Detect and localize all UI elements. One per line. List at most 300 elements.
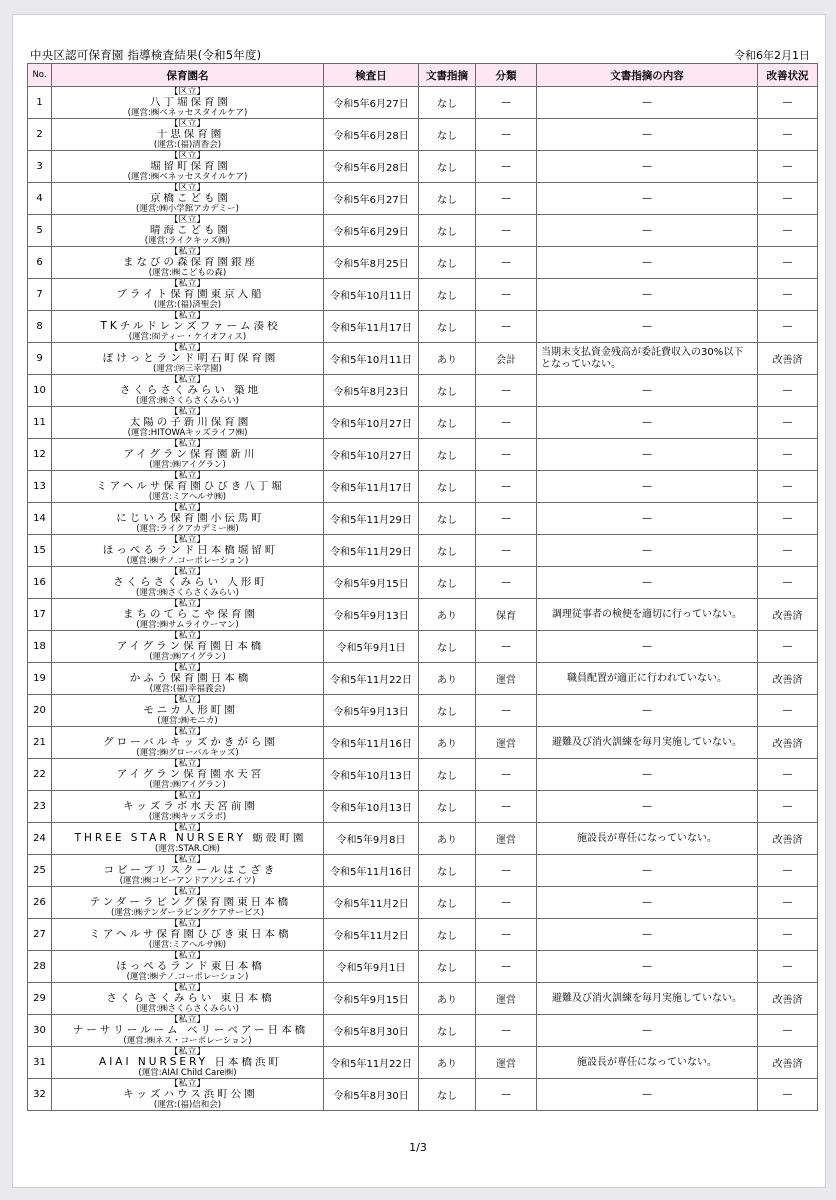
- finding-category: —: [476, 887, 537, 919]
- nursery-type: 【私立】: [169, 599, 206, 609]
- nursery-type: 【私立】: [169, 471, 206, 481]
- table-row: [28, 1015, 818, 1047]
- finding-flag: なし: [419, 503, 476, 535]
- inspection-date: 令和5年11月16日: [324, 855, 419, 887]
- nursery-type: 【私立】: [169, 535, 206, 545]
- nursery-name-cell: [52, 87, 324, 119]
- nursery-type: 【私立】: [169, 375, 206, 385]
- nursery-type: 【私立】: [169, 279, 206, 289]
- nursery-type: 【私立】: [169, 823, 206, 833]
- finding-content: —: [537, 631, 758, 663]
- finding-content: 施設長が専任になっていない。: [537, 1047, 758, 1079]
- finding-category: —: [476, 183, 537, 215]
- page-number: 1/3: [409, 1141, 427, 1154]
- nursery-operator: (運営:ライクアカデミー㈱): [136, 524, 239, 534]
- finding-content: —: [537, 151, 758, 183]
- finding-category: —: [476, 119, 537, 151]
- inspection-date: 令和5年6月28日: [324, 151, 419, 183]
- nursery-name: 八丁堀保育園: [150, 97, 231, 108]
- improvement-status: 改善済: [758, 983, 818, 1015]
- nursery-name: ぽけっとランド明石町保育園: [102, 353, 279, 364]
- inspection-date: 令和5年9月1日: [324, 951, 419, 983]
- nursery-name: 太陽の子新川保育園: [129, 417, 252, 428]
- nursery-operator: (運営:㈱モニカ): [157, 716, 218, 726]
- row-number: 1: [28, 87, 52, 119]
- improvement-status: 改善済: [758, 343, 818, 375]
- inspection-date: 令和5年10月13日: [324, 759, 419, 791]
- finding-flag: なし: [419, 247, 476, 279]
- finding-content: —: [537, 855, 758, 887]
- finding-content: —: [537, 1079, 758, 1111]
- inspection-date: 令和5年11月16日: [324, 727, 419, 759]
- document-title: 中央区認可保育園 指導検査結果(令和5年度): [30, 48, 262, 62]
- nursery-type: 【私立】: [169, 1079, 206, 1089]
- table-row: [28, 983, 818, 1015]
- row-number: 26: [28, 887, 52, 919]
- table-row: [28, 535, 818, 567]
- finding-flag: なし: [419, 887, 476, 919]
- nursery-name: さくらさくみらい 人形町: [113, 577, 268, 588]
- header-content: 文書指摘の内容: [537, 64, 758, 87]
- header-finding: 文書指摘: [419, 64, 476, 87]
- finding-category: —: [476, 151, 537, 183]
- improvement-status: —: [758, 759, 818, 791]
- row-number: 5: [28, 215, 52, 247]
- row-number: 14: [28, 503, 52, 535]
- table-row: [28, 567, 818, 599]
- header-status: 改善状況: [758, 64, 818, 87]
- inspection-date: 令和5年11月17日: [324, 311, 419, 343]
- nursery-operator: (運営:㈱小学館アカデミー): [136, 204, 239, 214]
- nursery-name: キッズラボ水天宮前園: [123, 801, 258, 812]
- inspection-date: 令和5年11月29日: [324, 535, 419, 567]
- finding-content: —: [537, 439, 758, 471]
- row-number: 10: [28, 375, 52, 407]
- nursery-name: さくらさくみらい 築地: [119, 385, 262, 396]
- finding-flag: なし: [419, 855, 476, 887]
- finding-category: —: [476, 439, 537, 471]
- document-date: 令和6年2月1日: [734, 49, 810, 62]
- finding-category: —: [476, 375, 537, 407]
- improvement-status: 改善済: [758, 599, 818, 631]
- improvement-status: 改善済: [758, 823, 818, 855]
- nursery-operator: (運営:㈱アイグラン): [149, 780, 226, 790]
- finding-category: 運営: [476, 663, 537, 695]
- finding-flag: なし: [419, 183, 476, 215]
- nursery-name: アイグラン保育園水天宮: [116, 769, 265, 780]
- row-number: 22: [28, 759, 52, 791]
- nursery-operator: (運営:ミアヘルサ㈱): [148, 492, 227, 502]
- nursery-type: 【私立】: [169, 727, 206, 737]
- row-number: 4: [28, 183, 52, 215]
- finding-flag: あり: [419, 663, 476, 695]
- nursery-name: ナーサリールーム ベリーベアー日本橋: [72, 1025, 309, 1036]
- table-row: [28, 183, 818, 215]
- inspection-date: 令和5年6月29日: [324, 215, 419, 247]
- nursery-operator: (運営:㈻三幸学園): [153, 364, 222, 374]
- nursery-operator: (運営:ライクキッズ㈱): [144, 236, 231, 246]
- nursery-operator: (運営:㈱テンダーラビングケアサービス): [110, 908, 265, 918]
- row-number: 6: [28, 247, 52, 279]
- finding-category: —: [476, 503, 537, 535]
- finding-flag: なし: [419, 951, 476, 983]
- nursery-name: グローバルキッズかきがら園: [103, 737, 278, 748]
- nursery-name-cell: [52, 919, 324, 951]
- finding-flag: あり: [419, 823, 476, 855]
- finding-flag: なし: [419, 759, 476, 791]
- finding-flag: なし: [419, 1079, 476, 1111]
- row-number: 7: [28, 279, 52, 311]
- nursery-operator: (運営:(福)信和会): [153, 1100, 222, 1110]
- finding-flag: なし: [419, 791, 476, 823]
- finding-category: —: [476, 919, 537, 951]
- finding-content: —: [537, 759, 758, 791]
- finding-content: —: [537, 183, 758, 215]
- table-row: [28, 279, 818, 311]
- finding-flag: なし: [419, 695, 476, 727]
- finding-flag: あり: [419, 599, 476, 631]
- nursery-name-cell: [52, 535, 324, 567]
- table-row: [28, 311, 818, 343]
- nursery-name-cell: [52, 663, 324, 695]
- improvement-status: 改善済: [758, 727, 818, 759]
- finding-category: —: [476, 567, 537, 599]
- header-no: No.: [28, 64, 52, 87]
- nursery-type: 【私立】: [169, 663, 206, 673]
- nursery-name-cell: [52, 343, 324, 375]
- finding-flag: なし: [419, 1015, 476, 1047]
- nursery-type: 【私立】: [169, 247, 206, 257]
- finding-content: —: [537, 407, 758, 439]
- nursery-operator: (運営:㈱さくらさくみらい): [136, 396, 239, 406]
- nursery-name-cell: [52, 951, 324, 983]
- table-header-row: [28, 64, 818, 87]
- nursery-operator: (運営:㈱さくらさくみらい): [136, 588, 239, 598]
- nursery-name-cell: [52, 407, 324, 439]
- finding-content: —: [537, 279, 758, 311]
- table-row: [28, 791, 818, 823]
- nursery-name-cell: [52, 119, 324, 151]
- nursery-name: にじいろ保育園小伝馬町: [116, 513, 265, 524]
- improvement-status: —: [758, 247, 818, 279]
- nursery-type: 【区立】: [169, 87, 206, 97]
- nursery-operator: (運営:㈲ティー・ケイオフィス): [128, 332, 247, 342]
- table-row: [28, 119, 818, 151]
- nursery-type: 【私立】: [169, 759, 206, 769]
- nursery-name-cell: [52, 471, 324, 503]
- nursery-name-cell: [52, 791, 324, 823]
- finding-content: —: [537, 1015, 758, 1047]
- nursery-name: かふう保育園日本橋: [129, 673, 252, 684]
- nursery-name-cell: [52, 599, 324, 631]
- inspection-date: 令和5年11月22日: [324, 1047, 419, 1079]
- row-number: 15: [28, 535, 52, 567]
- nursery-operator: (運営:(福)幸福義会): [149, 684, 226, 694]
- improvement-status: —: [758, 87, 818, 119]
- finding-content: 調理従事者の検便を適切に行っていない。: [537, 599, 758, 631]
- finding-category: —: [476, 279, 537, 311]
- table-row: [28, 343, 818, 375]
- table-row: [28, 1079, 818, 1111]
- nursery-operator: (運営:㈱ベネッセスタイルケア): [127, 172, 248, 182]
- improvement-status: —: [758, 535, 818, 567]
- nursery-operator: (運営:㈱テノ.コーポレーション): [126, 972, 249, 982]
- improvement-status: —: [758, 887, 818, 919]
- improvement-status: —: [758, 119, 818, 151]
- nursery-name: テンダーラビング保育園東日本橋: [89, 897, 292, 908]
- table-row: [28, 759, 818, 791]
- inspection-date: 令和5年11月17日: [324, 471, 419, 503]
- row-number: 28: [28, 951, 52, 983]
- nursery-type: 【私立】: [169, 407, 206, 417]
- improvement-status: —: [758, 279, 818, 311]
- finding-content: —: [537, 503, 758, 535]
- nursery-type: 【区立】: [169, 183, 206, 193]
- nursery-name: モニカ人形町園: [143, 705, 238, 716]
- finding-flag: なし: [419, 151, 476, 183]
- finding-category: —: [476, 791, 537, 823]
- inspection-date: 令和5年10月27日: [324, 439, 419, 471]
- nursery-name: ミアヘルサ保育園ひびき八丁堀: [96, 481, 285, 492]
- table-row: [28, 919, 818, 951]
- finding-flag: なし: [419, 439, 476, 471]
- inspection-date: 令和5年10月13日: [324, 791, 419, 823]
- improvement-status: —: [758, 791, 818, 823]
- improvement-status: —: [758, 311, 818, 343]
- nursery-name-cell: [52, 567, 324, 599]
- finding-category: —: [476, 407, 537, 439]
- nursery-name-cell: [52, 503, 324, 535]
- row-number: 30: [28, 1015, 52, 1047]
- finding-flag: あり: [419, 727, 476, 759]
- nursery-name-cell: [52, 695, 324, 727]
- row-number: 27: [28, 919, 52, 951]
- table-row: [28, 215, 818, 247]
- nursery-name-cell: [52, 855, 324, 887]
- improvement-status: —: [758, 375, 818, 407]
- improvement-status: —: [758, 151, 818, 183]
- nursery-name: 十思保育園: [156, 129, 225, 140]
- finding-category: —: [476, 951, 537, 983]
- nursery-name-cell: [52, 759, 324, 791]
- nursery-name-cell: [52, 631, 324, 663]
- finding-flag: なし: [419, 535, 476, 567]
- finding-category: —: [476, 1015, 537, 1047]
- finding-category: —: [476, 471, 537, 503]
- finding-flag: なし: [419, 87, 476, 119]
- inspection-date: 令和5年10月27日: [324, 407, 419, 439]
- table-row: [28, 887, 818, 919]
- improvement-status: —: [758, 567, 818, 599]
- finding-flag: なし: [419, 407, 476, 439]
- nursery-name-cell: [52, 183, 324, 215]
- nursery-name-cell: [52, 823, 324, 855]
- finding-content: —: [537, 119, 758, 151]
- nursery-operator: (運営:(福)清香会): [153, 140, 222, 150]
- improvement-status: —: [758, 503, 818, 535]
- row-number: 20: [28, 695, 52, 727]
- nursery-type: 【私立】: [169, 439, 206, 449]
- inspection-date: 令和5年9月1日: [324, 631, 419, 663]
- nursery-operator: (運営:HITOWAキッズライフ㈱): [127, 428, 248, 438]
- nursery-name: ほっぺるランド東日本橋: [116, 961, 265, 972]
- finding-content: —: [537, 535, 758, 567]
- row-number: 13: [28, 471, 52, 503]
- nursery-name-cell: [52, 887, 324, 919]
- finding-content: —: [537, 87, 758, 119]
- nursery-operator: (運営:㈱ベネッセスタイルケア): [127, 108, 248, 118]
- inspection-date: 令和5年8月30日: [324, 1015, 419, 1047]
- improvement-status: —: [758, 471, 818, 503]
- finding-content: —: [537, 471, 758, 503]
- finding-flag: なし: [419, 279, 476, 311]
- nursery-type: 【私立】: [169, 855, 206, 865]
- finding-content: 職員配置が適正に行われていない。: [537, 663, 758, 695]
- inspection-date: 令和5年6月27日: [324, 87, 419, 119]
- table-row: [28, 375, 818, 407]
- finding-content: —: [537, 951, 758, 983]
- finding-content: 施設長が専任になっていない。: [537, 823, 758, 855]
- finding-content: —: [537, 311, 758, 343]
- table-row: [28, 471, 818, 503]
- improvement-status: —: [758, 919, 818, 951]
- improvement-status: —: [758, 951, 818, 983]
- finding-category: —: [476, 87, 537, 119]
- row-number: 32: [28, 1079, 52, 1111]
- nursery-name: コビープリスクールはこざき: [103, 865, 278, 876]
- row-number: 18: [28, 631, 52, 663]
- improvement-status: —: [758, 1015, 818, 1047]
- nursery-type: 【私立】: [169, 343, 206, 353]
- inspection-results-table: [27, 63, 818, 1111]
- finding-flag: なし: [419, 919, 476, 951]
- finding-content: 当期末支払資金残高が委託費収入の30%以下となっていない。: [537, 343, 758, 375]
- nursery-operator: (運営:㈱キッズラボ): [148, 812, 227, 822]
- finding-content: 避難及び消火訓練を毎月実施していない。: [537, 727, 758, 759]
- improvement-status: —: [758, 695, 818, 727]
- nursery-name-cell: [52, 727, 324, 759]
- nursery-type: 【私立】: [169, 695, 206, 705]
- finding-flag: なし: [419, 471, 476, 503]
- inspection-date: 令和5年10月11日: [324, 279, 419, 311]
- row-number: 29: [28, 983, 52, 1015]
- nursery-operator: (運営:㈱テノ.コーポレーション): [126, 556, 249, 566]
- finding-content: 避難及び消火訓練を毎月実施していない。: [537, 983, 758, 1015]
- improvement-status: —: [758, 855, 818, 887]
- nursery-name: AIAI NURSERY 日本橋浜町: [99, 1057, 282, 1068]
- finding-category: —: [476, 311, 537, 343]
- improvement-status: 改善済: [758, 663, 818, 695]
- row-number: 12: [28, 439, 52, 471]
- nursery-operator: (運営:STAR.C㈱): [155, 844, 220, 854]
- table-row: [28, 631, 818, 663]
- nursery-operator: (運営:㈱サムライウーマン): [136, 620, 239, 630]
- nursery-name: まちのてらこや保育園: [123, 609, 258, 620]
- nursery-type: 【私立】: [169, 567, 206, 577]
- nursery-operator: (運営:㈱アイグラン): [149, 460, 226, 470]
- table-row: [28, 151, 818, 183]
- nursery-type: 【私立】: [169, 919, 206, 929]
- nursery-operator: (運営:ミアヘルサ㈱): [148, 940, 227, 950]
- finding-category: —: [476, 1079, 537, 1111]
- finding-category: —: [476, 215, 537, 247]
- nursery-type: 【私立】: [169, 887, 206, 897]
- finding-content: —: [537, 247, 758, 279]
- table-row: [28, 247, 818, 279]
- inspection-date: 令和5年6月27日: [324, 183, 419, 215]
- finding-category: 運営: [476, 823, 537, 855]
- row-number: 21: [28, 727, 52, 759]
- finding-content: —: [537, 887, 758, 919]
- nursery-name: TKチルドレンズファーム湊校: [100, 321, 281, 332]
- row-number: 3: [28, 151, 52, 183]
- table-row: [28, 599, 818, 631]
- nursery-type: 【私立】: [169, 1015, 206, 1025]
- finding-flag: あり: [419, 983, 476, 1015]
- improvement-status: —: [758, 183, 818, 215]
- inspection-date: 令和5年8月25日: [324, 247, 419, 279]
- inspection-date: 令和5年9月8日: [324, 823, 419, 855]
- inspection-date: 令和5年11月2日: [324, 919, 419, 951]
- nursery-operator: (運営:㈱アイグラン): [149, 652, 226, 662]
- nursery-type: 【私立】: [169, 503, 206, 513]
- nursery-type: 【私立】: [169, 791, 206, 801]
- inspection-date: 令和5年9月15日: [324, 983, 419, 1015]
- header-date: 検査日: [324, 64, 419, 87]
- inspection-date: 令和5年9月13日: [324, 695, 419, 727]
- finding-category: 運営: [476, 983, 537, 1015]
- finding-flag: なし: [419, 631, 476, 663]
- row-number: 16: [28, 567, 52, 599]
- table-row: [28, 407, 818, 439]
- nursery-name: ミアヘルサ保育園ひびき東日本橋: [89, 929, 292, 940]
- row-number: 9: [28, 343, 52, 375]
- finding-flag: あり: [419, 1047, 476, 1079]
- nursery-name-cell: [52, 1015, 324, 1047]
- finding-content: —: [537, 919, 758, 951]
- nursery-operator: (運営:㈱こどもの森): [148, 268, 227, 278]
- finding-flag: なし: [419, 311, 476, 343]
- inspection-date: 令和5年11月2日: [324, 887, 419, 919]
- finding-flag: なし: [419, 567, 476, 599]
- improvement-status: —: [758, 439, 818, 471]
- table-row: [28, 439, 818, 471]
- nursery-name-cell: [52, 151, 324, 183]
- nursery-type: 【私立】: [169, 983, 206, 993]
- improvement-status: —: [758, 1079, 818, 1111]
- finding-category: —: [476, 247, 537, 279]
- nursery-name: キッズハウス浜町公園: [123, 1089, 258, 1100]
- header-name: 保育園名: [52, 64, 324, 87]
- table-row: [28, 823, 818, 855]
- table-row: [28, 87, 818, 119]
- table-row: [28, 951, 818, 983]
- finding-category: —: [476, 695, 537, 727]
- nursery-operator: (運営:(福)済聖会): [153, 300, 222, 310]
- nursery-operator: (運営:AIAI Child Care㈱): [138, 1068, 237, 1078]
- nursery-type: 【私立】: [169, 1047, 206, 1057]
- finding-flag: なし: [419, 375, 476, 407]
- nursery-name: アイグラン保育園日本橋: [116, 641, 265, 652]
- row-number: 11: [28, 407, 52, 439]
- nursery-name: アイグラン保育園新川: [123, 449, 258, 460]
- nursery-name-cell: [52, 439, 324, 471]
- nursery-name-cell: [52, 1047, 324, 1079]
- inspection-date: 令和5年8月23日: [324, 375, 419, 407]
- nursery-name-cell: [52, 279, 324, 311]
- inspection-date: 令和5年8月30日: [324, 1079, 419, 1111]
- nursery-type: 【区立】: [169, 119, 206, 129]
